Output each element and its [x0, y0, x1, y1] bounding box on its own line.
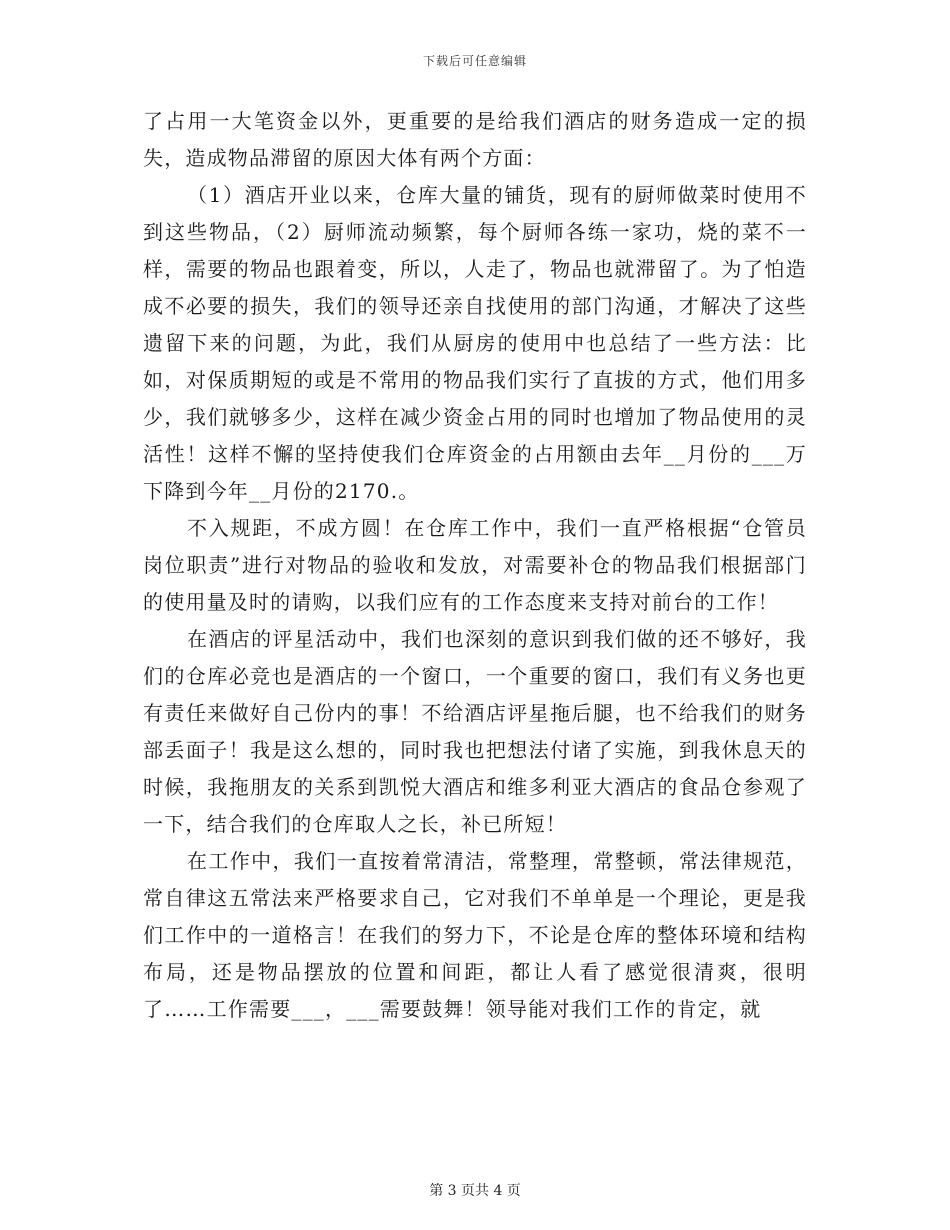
paragraph-5: 在工作中，我们一直按着常清洁，常整理，常整顿，常法律规范，常自律这五常法来严格要求自己，它对我们不单单是一个理论，更是我们工作中的一道格言！在我们的努力下，不论是仓库的整体环境和结构布局，还是物品摆放的位置和间距，都让人看了感觉很清爽，很明了……工作需要___，___需要鼓舞！领导能对我们工作的肯定，就	[143, 849, 807, 1021]
paragraph-1: 了占用一大笔资金以外，更重要的是给我们酒店的财务造成一定的损失，造成物品滞留的原因大体有两个方面：	[143, 109, 807, 170]
page-footer: 第 3 页共 4 页	[429, 1183, 521, 1199]
page-header: 下载后可任意编辑	[422, 54, 527, 68]
paragraph-4: 在酒店的评星活动中，我们也深刻的意识到我们做的还不够好，我们的仓库必竞也是酒店的一个窗口，一个重要的窗口，我们有义务也更有责任来做好自己份内的事！不给酒店评星拖后腿，也不给我们的财务部丢面子！我是这么想的，同时我也把想法付诸了实施，到我休息天的时候，我拖朋友的关系到凯悦大酒店和维多利亚大酒店的食品仓参观了一下，结合我们的仓库取人之长，补已所短！	[143, 627, 807, 836]
paragraph-2: （1）酒店开业以来，仓库大量的铺货，现有的厨师做菜时使用不到这些物品，（2）厨师流动频繁，每个厨师各练一家功，烧的菜不一样，需要的物品也跟着变，所以，人走了，物品也就滞留了。为了怕造成不必要的损失，我们的领导还亲自找使用的部门沟通，才解决了这些遗留下来的问题，为此，我们从厨房的使用中也总结了一些方法：比如，对保质期短的或是不常用的物品我们实行了直拔的方式，他们用多少，我们就够多少，这样在减少资金占用的同时也增加了物品使用的灵活性！这样不懈的坚持使我们仓库资金的占用额由去年__月份的___万下降到今年__月份的2170.。	[143, 183, 807, 503]
paragraph-3: 不入规距，不成方圆！在仓库工作中，我们一直严格根据“仓管员岗位职责”进行对物品的验收和发放，对需要补仓的物品我们根据部门的使用量及时的请购，以我们应有的工作态度来支持对前台的工作！	[143, 516, 807, 614]
document-body	[143, 103, 807, 1028]
